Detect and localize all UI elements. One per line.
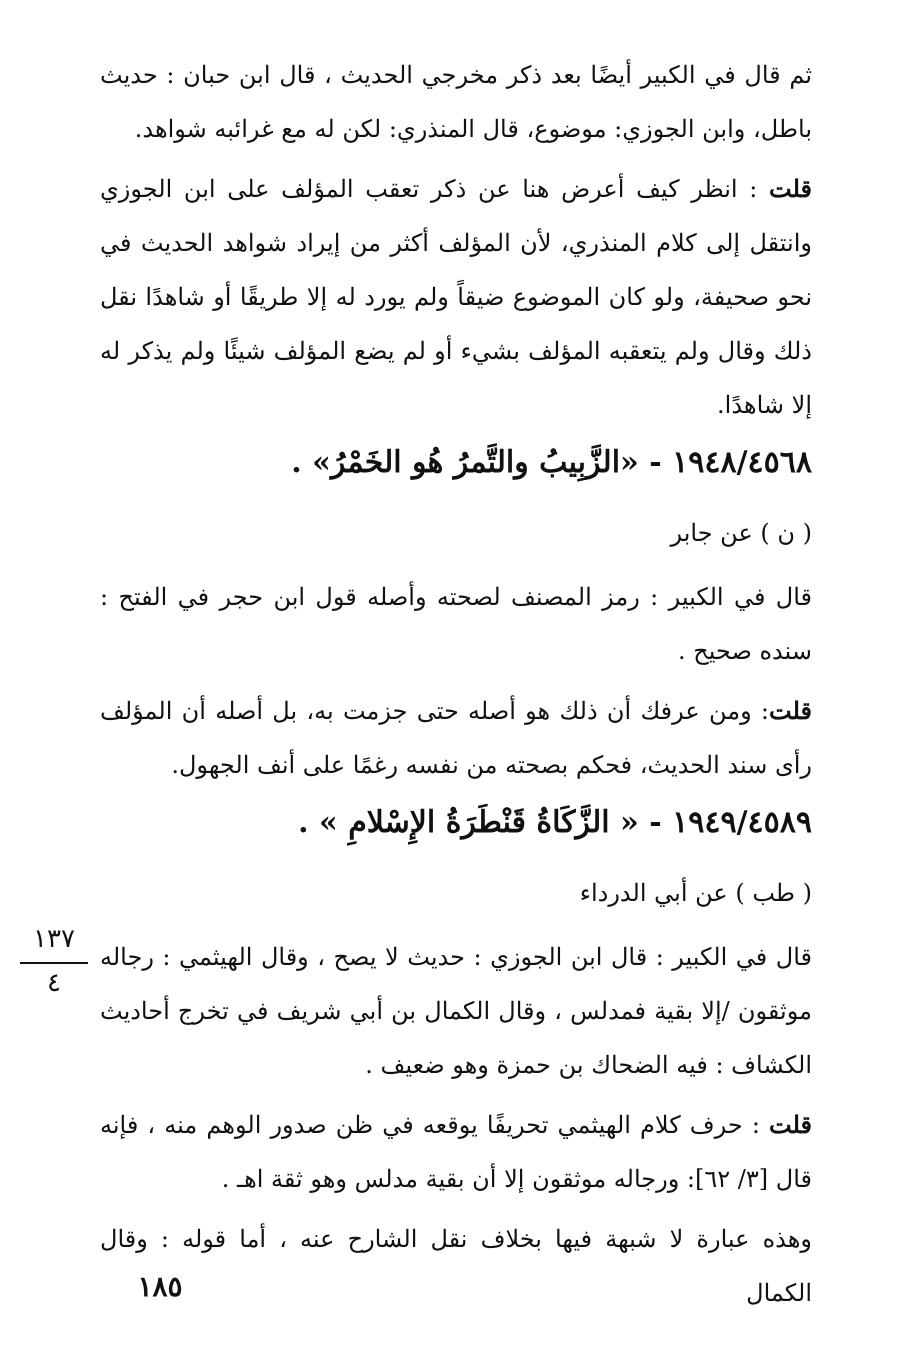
qult-label: قلت [769,174,812,203]
paragraph-6 [100,1098,812,1206]
qult-label: قلت [769,1110,812,1139]
margin-ref-volume: ١٣٧ [33,924,75,954]
paragraph-4 [100,684,812,792]
qult-label: قلت [769,696,812,725]
hadith-heading-1948: ١٩٤٨/٤٥٦٨ - «الزَّبِيبُ والتَّمرُ هُو الخَمْرُ» . [291,445,812,480]
page-body [100,48,812,1326]
hadith-heading-1949: ١٩٤٩/٤٥٨٩ - « الزَّكَاةُ قَنْطَرَةُ الإِسْلامِ » . [298,805,812,840]
paragraph-6-text: : حرف كلام الهيثمي تحريفًا يوقعه في ظن صدور الوهم منه ، فإنه قال [٣/ ٦٢]: ورجاله موثقون إلا أن بقية مدلس وهو ثقة اهـ . [100,1111,812,1193]
margin-reference [20,922,88,1000]
paragraph-1: ثم قال في الكبير أيضًا بعد ذكر مخرجي الحديث ، قال ابن حبان : حديث باطل، وابن الجوزي: موضوع، قال المنذري: لكن له مع غرائبه شواهد. [100,61,812,143]
margin-ref-divider [20,962,88,964]
paragraph-3: قال في الكبير : رمز المصنف لصحته وأصله قول ابن حجر في الفتح : سنده صحيح . [100,583,812,665]
hadith-source-1948: ( ن ) عن جابر [670,519,812,547]
paragraph-4-text: : ومن عرفك أن ذلك هو أصله حتى جزمت به، بل أصله أن المؤلف رأى سند الحديث، فحكم بصحته من نفسه رغمًا على أنف الجهول. [100,697,812,779]
hadith-source-1949: ( طب ) عن أبي الدرداء [579,879,812,907]
paragraph-2 [100,162,812,432]
page-number: ١٨٥ [137,1270,183,1303]
paragraph-7: وهذه عبارة لا شبهة فيها بخلاف نقل الشارح عنه ، أما قوله : وقال الكمال [100,1225,812,1307]
paragraph-5: قال في الكبير : قال ابن الجوزي : حديث لا يصح ، وقال الهيثمي : رجاله موثقون /إلا بقية فمدلس ، وقال الكمال بن أبي شريف في تخرج أحاديث الكشاف : فيه الضحاك بن حمزة وهو ضعيف . [100,943,813,1079]
margin-ref-part: ٤ [47,968,61,998]
paragraph-2-text: : انظر كيف أعرض هنا عن ذكر تعقب المؤلف على ابن الجوزي وانتقل إلى كلام المنذري، لأن المؤلف أكثر من إيراد شواهد الحديث في نحو صحيفة، ولو كان الموضوع ضيقاً ولم يورد له إلا طريقًا أو شاهدًا نقل ذلك وقال ولم يتعقبه المؤلف بشيء أو لم يضع المؤلف شيئًا ولم يذكر له إلا شاهدًا. [100,175,812,419]
